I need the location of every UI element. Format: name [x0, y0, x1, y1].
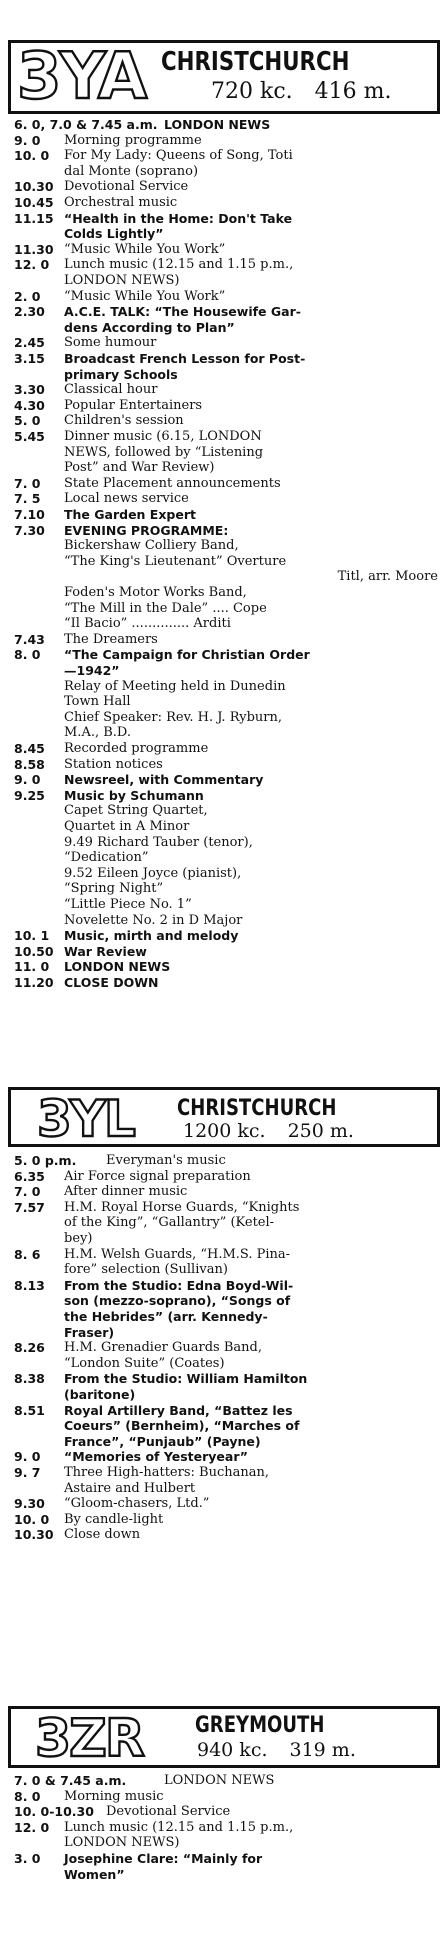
- description-line: A.C.E. TALK: “The Housewife Gar-: [64, 304, 301, 320]
- programme-time: 10.45: [14, 195, 54, 210]
- programme-description: [64, 257, 438, 288]
- description-line: The Dreamers: [64, 631, 158, 647]
- programme-description: [64, 1449, 438, 1465]
- programme-entry: [14, 1371, 438, 1402]
- programme-description: [64, 803, 438, 928]
- station-callsign: 3YA: [17, 40, 146, 114]
- programme-time: 5. 0: [14, 413, 41, 429]
- description-line: 9.49 Richard Tauber (tenor),: [64, 834, 253, 850]
- programme-entry: [14, 242, 438, 258]
- description-line: Royal Artillery Band, “Battez les: [64, 1402, 293, 1418]
- programme-time: 10.30: [14, 1527, 54, 1543]
- programme-description: [64, 959, 438, 975]
- programme-description: [64, 491, 438, 507]
- programme-description: [106, 1804, 438, 1820]
- station-kc: 720 kc.: [211, 79, 293, 104]
- programme-description: [64, 788, 438, 804]
- programme-entry: [14, 429, 438, 476]
- programme-entry: [14, 351, 438, 382]
- programme-description: [64, 1247, 438, 1278]
- description-line: State Placement announcements: [64, 475, 281, 491]
- programme-description: [64, 195, 438, 211]
- description-line: “Music While You Work”: [64, 241, 226, 257]
- description-line: Quartet in A Minor: [64, 818, 190, 834]
- description-line: Bickershaw Colliery Band,: [64, 538, 239, 554]
- programme-time: 8. 0: [14, 1788, 41, 1804]
- programme-description: [64, 772, 438, 788]
- station-frequency: [197, 1741, 356, 1760]
- programme-time: 10. 1: [14, 928, 50, 944]
- programme-time: 10.50: [14, 943, 54, 959]
- description-line: Newsreel, with Commentary: [64, 772, 264, 788]
- description-line: CLOSE DOWN: [64, 975, 159, 990]
- station-callsign: 3ZR: [35, 1709, 143, 1769]
- programme-time: 7.10: [14, 507, 45, 522]
- programme-description: [164, 117, 438, 133]
- programme-entry: [14, 538, 438, 632]
- description-line: Colds Lightly”: [64, 226, 164, 242]
- programme-entry: [14, 1200, 438, 1247]
- programme-time: 5.45: [14, 429, 45, 444]
- programme-description: [64, 1169, 438, 1185]
- description-line: “Il Bacio” .............. Arditi: [64, 616, 231, 632]
- programme-time: 11. 0: [14, 959, 50, 975]
- programme-description: [64, 538, 438, 632]
- programme-entry: [14, 1851, 438, 1882]
- programme-description: [64, 1278, 438, 1340]
- station-frequency: [183, 1122, 354, 1141]
- programme-entry: [14, 133, 438, 149]
- programme-description: [106, 1153, 438, 1169]
- programme-description: [64, 523, 438, 539]
- description-line: “The Campaign for Christian Order: [64, 647, 310, 663]
- description-line: “Dedication”: [64, 850, 149, 866]
- description-line: Novelette No. 2 in D Major: [64, 912, 243, 928]
- description-line: dal Monte (soprano): [64, 163, 199, 179]
- description-line: Women”: [64, 1866, 125, 1882]
- programme-entry: [14, 803, 438, 928]
- description-line: 9.52 Eileen Joyce (pianist),: [64, 865, 242, 881]
- programme-entry: [14, 335, 438, 351]
- programme-entry: [14, 772, 438, 788]
- programme-description: [64, 741, 438, 757]
- description-line: EVENING PROGRAMME:: [64, 522, 229, 538]
- programme-entry: [14, 1153, 438, 1169]
- programme-time: 2. 0: [14, 288, 41, 304]
- description-line: Classical hour: [64, 382, 158, 398]
- programme-time: 10. 0-10.30: [14, 1804, 94, 1820]
- programme-description: [64, 507, 438, 523]
- description-line: “Little Piece No. 1”: [64, 896, 192, 912]
- description-line: The Garden Expert: [64, 507, 196, 522]
- programme-time: 7. 0: [14, 475, 41, 491]
- description-line: Chief Speaker: Rev. H. J. Ryburn,: [64, 709, 283, 725]
- programme-entry: [14, 975, 438, 991]
- programme-entry: [14, 1403, 438, 1450]
- programme-description: [64, 335, 438, 351]
- station-metres: 416 m.: [314, 79, 392, 104]
- description-line: primary Schools: [64, 366, 178, 382]
- programme-description: [64, 1512, 438, 1528]
- programme-entry: [14, 788, 438, 804]
- programme-entry: [14, 928, 438, 944]
- programme-entry: [14, 304, 438, 335]
- programme-description: [64, 382, 438, 398]
- description-line: Three High-hatters: Buchanan,: [64, 1465, 269, 1480]
- programme-time: 2.45: [14, 335, 45, 351]
- description-line: Relay of Meeting held in Dunedin: [64, 678, 286, 694]
- programme-description: [64, 351, 438, 382]
- programme-time: 7.57: [14, 1199, 45, 1215]
- programme-time: 3.30: [14, 382, 45, 398]
- programme-entry: [14, 1773, 438, 1789]
- description-line: H.M. Grenadier Guards Band,: [64, 1340, 262, 1356]
- station-city: GREYMOUTH: [195, 1713, 325, 1738]
- programme-description: [64, 211, 438, 242]
- station-header-3yl: [8, 1087, 440, 1147]
- description-line: “Gloom-chasers, Ltd.”: [64, 1496, 210, 1512]
- description-line: “Memories of Yesteryear”: [64, 1449, 248, 1465]
- programme-entry: [14, 413, 438, 429]
- station-kc: 1200 kc.: [183, 1120, 266, 1142]
- programme-time: 8.13: [14, 1277, 45, 1293]
- description-line: Coeurs” (Bernheim), “Marches of: [64, 1418, 300, 1434]
- programme-entry: [14, 959, 438, 975]
- description-line: Lunch music (12.15 and 1.15 p.m.,: [64, 1819, 294, 1835]
- programme-description: [64, 1465, 438, 1496]
- programme-entry: [14, 647, 438, 678]
- programme-description: [64, 1403, 438, 1450]
- description-line: Town Hall: [64, 694, 131, 710]
- programme-entry: [14, 1184, 438, 1200]
- description-line: From the Studio: William Hamilton: [64, 1371, 308, 1387]
- programme-time: 12. 0: [14, 257, 50, 273]
- description-line: son (mezzo-soprano), “Songs of: [64, 1293, 291, 1309]
- programme-entry: [14, 382, 438, 398]
- station-header-3ya: [8, 40, 440, 114]
- programme-entry: [14, 1789, 438, 1805]
- description-line: “London Suite” (Coates): [64, 1355, 225, 1371]
- description-line: LONDON NEWS: [164, 1773, 275, 1788]
- programme-time: 7. 5: [14, 491, 41, 507]
- programme-time: 8.26: [14, 1340, 45, 1356]
- description-line: (baritone): [64, 1386, 136, 1402]
- programme-entry: [14, 632, 438, 648]
- programme-entry: [14, 1820, 438, 1851]
- station-callsign: 3YL: [37, 1090, 134, 1148]
- description-line: Josephine Clare: “Mainly for: [64, 1851, 263, 1866]
- description-line: Broadcast French Lesson for Post-: [64, 351, 306, 366]
- description-line: Recorded programme: [64, 741, 209, 756]
- programme-time: 8.38: [14, 1371, 45, 1387]
- programme-time: 2.30: [14, 304, 45, 320]
- programme-entry: [14, 741, 438, 757]
- description-line: “Music While You Work”: [64, 288, 226, 304]
- description-line: Fraser): [64, 1324, 115, 1340]
- programme-description: [64, 289, 438, 305]
- description-line: H.M. Welsh Guards, “H.M.S. Pina-: [64, 1246, 291, 1262]
- programme-entry: [14, 507, 438, 523]
- programme-description: [64, 1340, 438, 1371]
- programme-entry: [14, 257, 438, 288]
- programme-entry: [14, 679, 438, 741]
- description-line: fore” selection (Sullivan): [64, 1262, 228, 1278]
- programme-entry: [14, 148, 438, 179]
- description-line: LONDON NEWS): [64, 272, 180, 288]
- description-line: Morning programme: [64, 132, 202, 148]
- description-line: LONDON NEWS: [64, 959, 171, 975]
- programme-entry: [14, 1512, 438, 1528]
- description-line: Dinner music (6.15, LONDON: [64, 429, 262, 444]
- programme-time: 7. 0: [14, 1184, 41, 1200]
- description-line: Children's session: [64, 413, 184, 429]
- programme-time: 8.58: [14, 756, 45, 772]
- programme-entry: [14, 1804, 438, 1820]
- programme-description: [64, 133, 438, 149]
- programme-time: 5. 0 p.m.: [14, 1153, 77, 1168]
- programme-description: [64, 398, 438, 414]
- description-line: NEWS, followed by “Listening: [64, 444, 264, 460]
- description-line: “Health in the Home: Don't Take: [64, 210, 293, 226]
- programme-description: [64, 928, 438, 944]
- programme-description: [64, 1496, 438, 1512]
- programme-entry: [14, 476, 438, 492]
- programme-time: 7.30: [14, 522, 45, 538]
- description-line: War Review: [64, 943, 147, 959]
- programme-time: 9.25: [14, 787, 45, 803]
- programme-entry: [14, 1169, 438, 1185]
- description-line: Popular Entertainers: [64, 397, 203, 413]
- station-kc: 940 kc.: [197, 1739, 268, 1761]
- description-line: —1942”: [64, 662, 120, 678]
- programme-time: 6. 0, 7.0 & 7.45 a.m.: [14, 117, 158, 132]
- description-line: H.M. Royal Horse Guards, “Knights: [64, 1199, 300, 1215]
- programme-description: [64, 476, 438, 492]
- programme-time: 3. 0: [14, 1851, 41, 1866]
- description-line: Music, mirth and melody: [64, 928, 239, 944]
- programme-entry: [14, 491, 438, 507]
- description-line: After dinner music: [64, 1184, 188, 1200]
- programme-time: 11.20: [14, 975, 54, 990]
- programme-description: [64, 647, 438, 678]
- programme-description: [64, 1789, 438, 1805]
- programme-time: 6.35: [14, 1168, 45, 1184]
- description-line: LONDON NEWS): [64, 1835, 180, 1851]
- programme-entry: [14, 289, 438, 305]
- programme-entry: [14, 1465, 438, 1496]
- programme-time: 4.30: [14, 397, 45, 413]
- programme-time: 10.30: [14, 179, 54, 195]
- programme-entry: [14, 179, 438, 195]
- programme-entry: [14, 757, 438, 773]
- programme-entry: [14, 944, 438, 960]
- description-line: Lunch music (12.15 and 1.15 p.m.,: [64, 257, 294, 273]
- description-line: Close down: [64, 1527, 141, 1543]
- description-line: Titl, arr. Moore: [337, 569, 438, 585]
- programme-entry: [14, 1247, 438, 1278]
- description-line: bey): [64, 1230, 93, 1246]
- programme-time: 7. 0 & 7.45 a.m.: [14, 1773, 127, 1788]
- station-city: CHRISTCHURCH: [177, 1096, 337, 1121]
- programme-entry: [14, 1527, 438, 1543]
- station-metres: 250 m.: [287, 1120, 354, 1142]
- programme-time: 9. 7: [14, 1465, 41, 1480]
- programme-description: [64, 1851, 438, 1882]
- description-line: France”, “Punjaub” (Payne): [64, 1433, 261, 1449]
- programme-description: [64, 1820, 438, 1851]
- programme-description: [64, 679, 438, 741]
- programme-description: [64, 1371, 438, 1402]
- programme-description: [164, 1773, 438, 1789]
- description-line: Devotional Service: [106, 1804, 231, 1820]
- programme-time: 10. 0: [14, 148, 50, 164]
- programme-description: [64, 1200, 438, 1247]
- description-line: dens According to Plan”: [64, 319, 235, 335]
- description-line: For My Lady: Queens of Song, Toti: [64, 148, 293, 164]
- description-line: the Hebrides” (arr. Kennedy-: [64, 1308, 268, 1324]
- description-line: Air Force signal preparation: [64, 1168, 251, 1184]
- programme-entry: [14, 398, 438, 414]
- programme-description: [64, 429, 438, 476]
- programme-time: 8.45: [14, 741, 45, 756]
- description-line: By candle-light: [64, 1511, 164, 1527]
- description-line: Post” and War Review): [64, 460, 215, 476]
- description-line: “The King's Lieutenant” Overture: [64, 553, 287, 569]
- programme-time: 11.30: [14, 241, 54, 257]
- description-line: Music by Schumann: [64, 787, 204, 803]
- programme-description: [64, 413, 438, 429]
- station-frequency: [211, 81, 391, 103]
- programme-time: 8.51: [14, 1402, 45, 1418]
- programme-time: 8. 6: [14, 1246, 41, 1262]
- description-line: M.A., B.D.: [64, 725, 132, 741]
- description-line: Devotional Service: [64, 179, 189, 195]
- programme-time: 3.15: [14, 351, 45, 366]
- programme-description: [64, 1527, 438, 1543]
- programme-description: [64, 179, 438, 195]
- programme-entry: [14, 1278, 438, 1340]
- description-line: Morning music: [64, 1788, 164, 1804]
- description-line: LONDON NEWS: [164, 117, 271, 132]
- programme-entry: [14, 1340, 438, 1371]
- programme-time: 8. 0: [14, 647, 41, 663]
- description-line: Astaire and Hulbert: [64, 1480, 196, 1496]
- description-line: of the King”, “Gallantry” (Ketel-: [64, 1215, 275, 1231]
- programme-time: 10. 0: [14, 1511, 50, 1527]
- description-line: Local news service: [64, 491, 189, 507]
- description-line: Capet String Quartet,: [64, 803, 208, 819]
- description-line: “Spring Night”: [64, 881, 164, 897]
- programme-time: 11.15: [14, 210, 54, 226]
- description-line: Everyman's music: [106, 1153, 226, 1168]
- programme-time: 12. 0: [14, 1819, 50, 1835]
- programme-entry: [14, 211, 438, 242]
- station-metres: 319 m.: [289, 1739, 356, 1761]
- programme-time: 9. 0: [14, 772, 41, 788]
- programme-time: 9.30: [14, 1496, 45, 1512]
- description-line: Orchestral music: [64, 195, 178, 210]
- programme-description: [64, 975, 438, 991]
- programme-description: [64, 242, 438, 258]
- station-city: CHRISTCHURCH: [161, 47, 350, 77]
- station-header-3zr: [8, 1706, 440, 1768]
- description-line: Foden's Motor Works Band,: [64, 584, 247, 600]
- programme-description: [64, 148, 438, 179]
- description-line: Some humour: [64, 335, 157, 351]
- programme-entry: [14, 195, 438, 211]
- description-line: From the Studio: Edna Boyd-Wil-: [64, 1277, 294, 1293]
- programme-time: 9. 0: [14, 1449, 41, 1465]
- programme-time: 7.43: [14, 631, 45, 647]
- description-line: “The Mill in the Dale” .... Cope: [64, 600, 267, 616]
- programme-description: [64, 1184, 438, 1200]
- programme-description: [64, 632, 438, 648]
- programme-entry: [14, 117, 438, 133]
- programme-entry: [14, 1449, 438, 1465]
- programme-description: [64, 757, 438, 773]
- programme-description: [64, 304, 438, 335]
- programme-time: 9. 0: [14, 132, 41, 148]
- programme-entry: [14, 523, 438, 539]
- description-line: Station notices: [64, 756, 163, 772]
- programme-description: [64, 944, 438, 960]
- programme-entry: [14, 1496, 438, 1512]
